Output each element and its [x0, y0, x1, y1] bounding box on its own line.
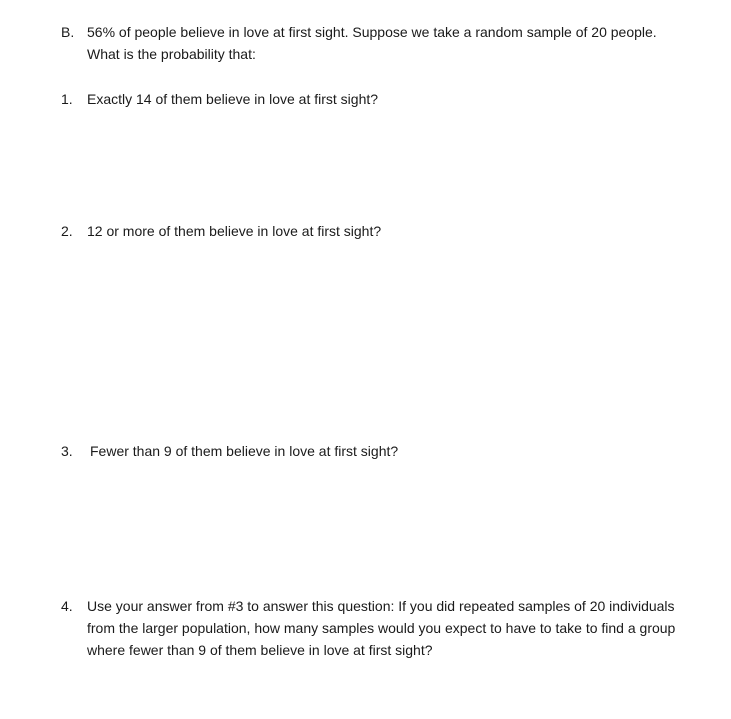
question-text: [87, 88, 717, 110]
section-marker: B.: [61, 24, 75, 40]
question-text: [87, 220, 717, 242]
question-number: 1.: [61, 91, 73, 107]
question-line: from the larger population, how many samples would you expect to have to take to find a group: [87, 620, 676, 636]
question-line: Fewer than 9 of them believe in love at first sight?: [90, 443, 399, 459]
question-line: 12 or more of them believe in love at first sight?: [87, 223, 382, 239]
question-text: [87, 595, 717, 661]
section-intro: [87, 21, 717, 65]
section-intro-line: 56% of people believe in love at first sight. Suppose we take a random sample of 20 people.: [87, 24, 657, 40]
section-intro-line: What is the probability that:: [87, 46, 256, 62]
question-number: 2.: [61, 223, 73, 239]
question-line: where fewer than 9 of them believe in love at first sight?: [87, 642, 433, 658]
question-number: 4.: [61, 598, 73, 614]
question-text: [90, 440, 720, 462]
question-line: Use your answer from #3 to answer this question: If you did repeated samples of 20 individuals: [87, 598, 675, 614]
question-number: 3.: [61, 443, 73, 459]
question-line: Exactly 14 of them believe in love at first sight?: [87, 91, 379, 107]
